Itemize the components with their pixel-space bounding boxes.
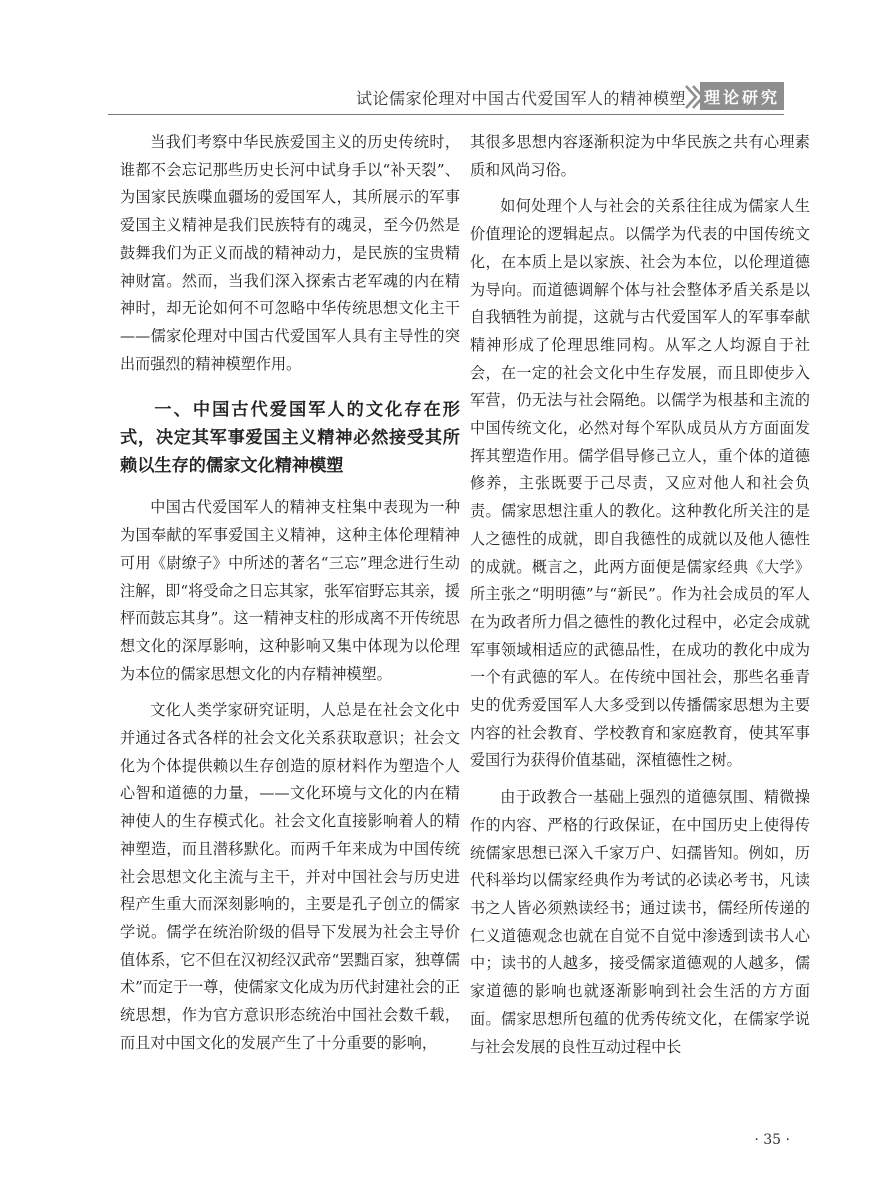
right-column <box>470 129 810 1149</box>
paragraph: 中国古代爱国军人的精神支柱集中表现为一种为国奉献的军事爱国主义精神，这种主体伦理精神可用《尉缭子》中所述的著名“三忘”理念进行生动注解，即“将受命之日忘其家，张军宿野忘其亲，援枰而鼓忘其身”。这一精神支柱的形成离不开传统思想文化的深厚影响，这种影响又集中体现为以伦理为本位的儒家思想文化的内存精神模塑。 <box>120 498 460 683</box>
paragraph: 由于政教合一基础上强烈的道德氛围、精微操作的内容、严格的行政保证，在中国历史上使得传统儒家思想已深入千家万户、妇孺皆知。例如，历代科举均以儒家经典作为考试的必读必考书，凡读书之人皆必须熟读经书；通过读书，儒经所传递的仁义道德观念也就在自觉不自觉中渗透到读书人心中；读书的人越多，接受儒家道德观的人越多，儒家道德的影响也就逐渐影响到社会生活的方方面面。儒家思想所包蕴的优秀传统文化，在儒家学说与社会发展的良性互动过程中长 <box>470 788 810 1056</box>
paragraph: 文化人类学家研究证明，人总是在社会文化中并通过各式各样的社会文化关系获取意识；社会文化为个体提供赖以生存创造的原材料作为塑造个人心智和道德的力量，——文化环境与文化的内在精神使人的生存模式化。社会文化直接影响着人的精神塑造，而且潜移默化。而两千年来成为中国传统社会思想文化主流与主干，并对中国社会与历史进程产生重大而深刻影响的，主要是孔子创立的儒家学说。儒学在统治阶级的倡导下发展为社会主导价值体系，它不但在汉初经汉武帝“罢黜百家，独尊儒术”而定于一尊，使儒家文化成为历代封建社会的正统思想，作为官方意识形态统治中国社会数千载，而且对中国文化的发展产生了十分重要的影响， <box>120 701 460 1052</box>
running-header <box>0 0 890 118</box>
left-column <box>120 129 460 1149</box>
running-header-title: 试论儒家伦理对中国古代爱国军人的精神模塑 <box>355 89 686 108</box>
section-heading: 一、中国古代爱国军人的文化存在形式，决定其军事爱国主义精神必然接受其所赖以生存的儒家文化精神模塑 <box>120 400 460 476</box>
header-rule <box>108 114 784 115</box>
paragraph: 如何处理个人与社会的关系往往成为儒家人生价值理论的逻辑起点。以儒学为代表的中国传统文化，在本质上是以家族、社会为本位，以伦理道德为导向。而道德调解个体与社会整体矛盾关系是以自我牺牲为前提，这就与古代爱国军人的军事奉献精神形成了伦理思维同构。从军之人均源自于社会，在一定的社会文化中生存发展，而且即使步入军营，仍无法与社会隔绝。以儒学为根基和主流的中国传统文化，必然对每个军队成员从方方面面发挥其塑造作用。儒学倡导修己立人，重个体的道德修养，主张既要于己尽责，又应对他人和社会负责。儒家思想注重人的教化。这种教化所关注的是人之德性的成就，即自我德性的成就以及他人德性的成就。概言之，此两方面便是儒家经典《大学》所主张之“明明德”与“新民”。作为社会成员的军人在为政者所力倡之德性的教化过程中，必定会成就军事领域相适应的武德品性，在成功的教化中成为一个有武德的军人。在传统中国社会，那些名垂青史的优秀爱国军人大多受到以传播儒家思想为主要内容的社会教育、学校教育和家庭教育，使其军事爱国行为获得价值基础，深植德性之树。 <box>470 197 810 770</box>
paragraph: 当我们考察中华民族爱国主义的历史传统时，谁都不会忘记那些历史长河中试身手以“补天裂”、为国家民族喋血疆场的爱国军人，其所展示的军事爱国主义精神是我们民族特有的魂灵，至今仍然是鼓舞我们为正义而战的精神动力，是民族的宝贵精神财富。然而，当我们深入探索古老军魂的内在精神时，却无论如何不可忽略中华传统思想文化主干——儒家伦理对中国古代爱国军人具有主导性的突出而强烈的精神模塑作用。 <box>120 133 460 373</box>
section-tag: 理论研究 <box>700 82 784 110</box>
page-number: · 35 · <box>754 1132 790 1148</box>
paragraph-continuation: 其很多思想内容逐渐积淀为中华民族之共有心理素质和风尚习俗。 <box>470 133 810 179</box>
